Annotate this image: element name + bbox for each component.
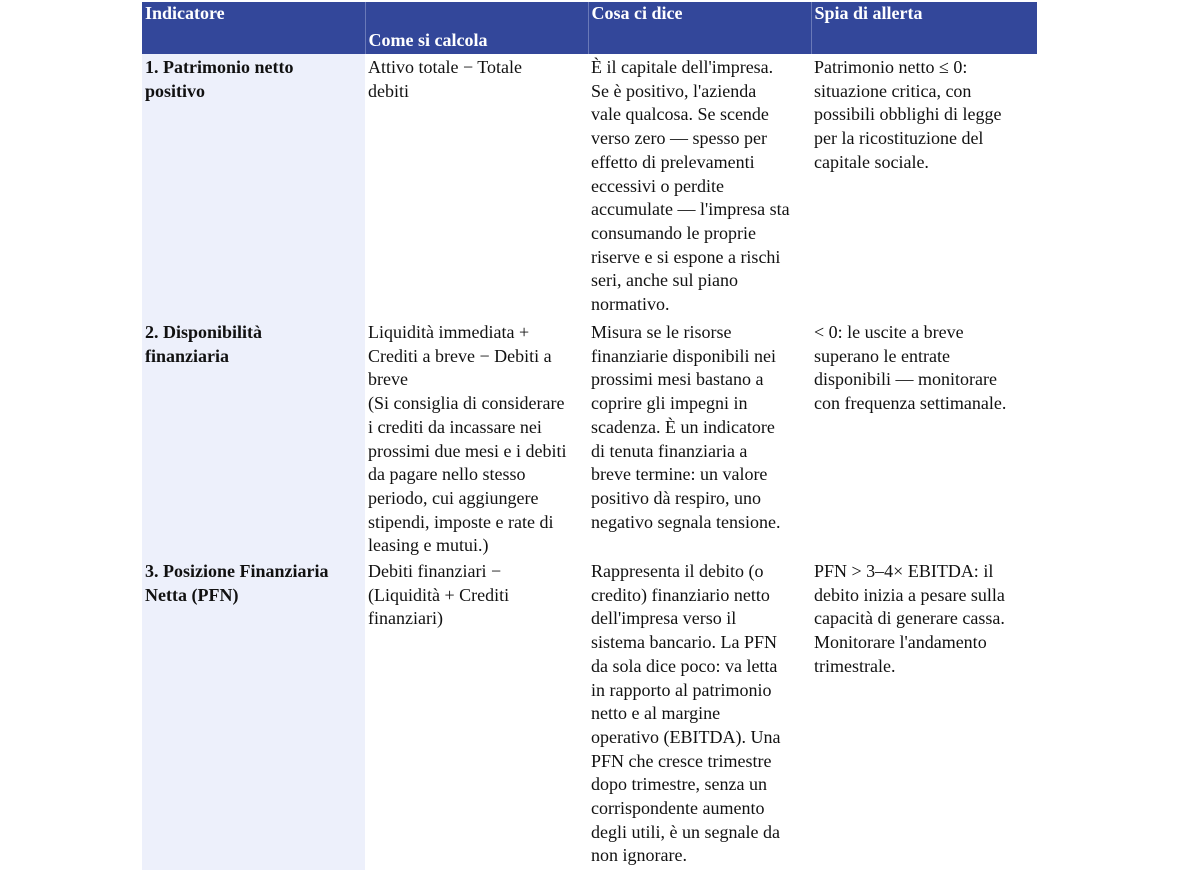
- cell-allerta: [811, 54, 1037, 319]
- indicators-table: [142, 2, 1037, 870]
- header-spia-di-allerta: Spia di allerta: [811, 2, 1037, 54]
- cell-allerta: [811, 319, 1037, 558]
- cell-allerta: [811, 558, 1037, 870]
- cell-text: Misura se le risorse finanziarie disponibili nei prossimi mesi bastano a coprire gli impegni in scadenza. È un indicatore di tenuta finanziaria a breve termine: un valore positivo dà respiro, uno negativo segnala tensione.: [591, 322, 781, 532]
- cell-indicatore: [142, 319, 365, 558]
- header-indicatore: Indicatore: [142, 2, 365, 54]
- header-cosa-ci-dice: Cosa ci dice: [588, 2, 811, 54]
- cell-calcolo: [365, 54, 588, 319]
- cell-text: 2. Disponibilità finanziaria: [145, 322, 263, 366]
- cell-significato: [588, 558, 811, 870]
- cell-text: 1. Patrimonio netto positivo: [145, 57, 294, 101]
- cell-text: Attivo totale − Totale debiti: [368, 57, 523, 101]
- cell-indicatore: [142, 558, 365, 870]
- cell-text: 3. Posizione Finanziaria Netta (PFN): [145, 561, 329, 605]
- cell-calcolo: [365, 558, 588, 870]
- cell-calcolo: [365, 319, 588, 558]
- cell-text: Rappresenta il debito (o credito) finanziario netto dell'impresa verso il sistema bancario. La PFN da sola dice poco: va letta in rapporto al patrimonio netto e al margine operativo (EBITDA). Una PFN che cresce trimestre dopo trimestre, senza un corrispondente aumento degli utili, è un segnale da non ignorare.: [591, 561, 781, 866]
- cell-significato: [588, 319, 811, 558]
- cell-text: Patrimonio netto ≤ 0: situazione critica, con possibili obblighi di legge per la ricostituzione del capitale sociale.: [814, 57, 1002, 172]
- cell-significato: [588, 54, 811, 319]
- table-row: [142, 54, 1037, 319]
- table-row: [142, 558, 1037, 870]
- table-header-row: [142, 2, 1037, 54]
- cell-text: È il capitale dell'impresa. Se è positivo, l'azienda vale qualcosa. Se scende verso zero — spesso per effetto di prelevamenti eccessivi o perdite accumulate — l'impresa sta consumando le proprie riserve e si espone a rischi seri, anche sul piano normativo.: [591, 57, 790, 315]
- header-come-si-calcola: Come si calcola: [365, 2, 588, 54]
- table-row: [142, 319, 1037, 558]
- cell-indicatore: [142, 54, 365, 319]
- cell-text: < 0: le uscite a breve superano le entrate disponibili — monitorare con frequenza settimanale.: [814, 322, 1007, 414]
- cell-text: PFN > 3–4× EBITDA: il debito inizia a pesare sulla capacità di generare cassa. Monitorare l'andamento trimestrale.: [814, 561, 1005, 676]
- cell-text: Liquidità immediata + Crediti a breve − Debiti a breve (Si consiglia di considerare i crediti da incassare nei prossimi due mesi e i debiti da pagare nello stesso periodo, cui aggiungere stipendi, imposte e rate di leasing e mutui.): [368, 322, 567, 556]
- cell-text: Debiti finanziari − (Liquidità + Crediti finanziari): [368, 561, 510, 629]
